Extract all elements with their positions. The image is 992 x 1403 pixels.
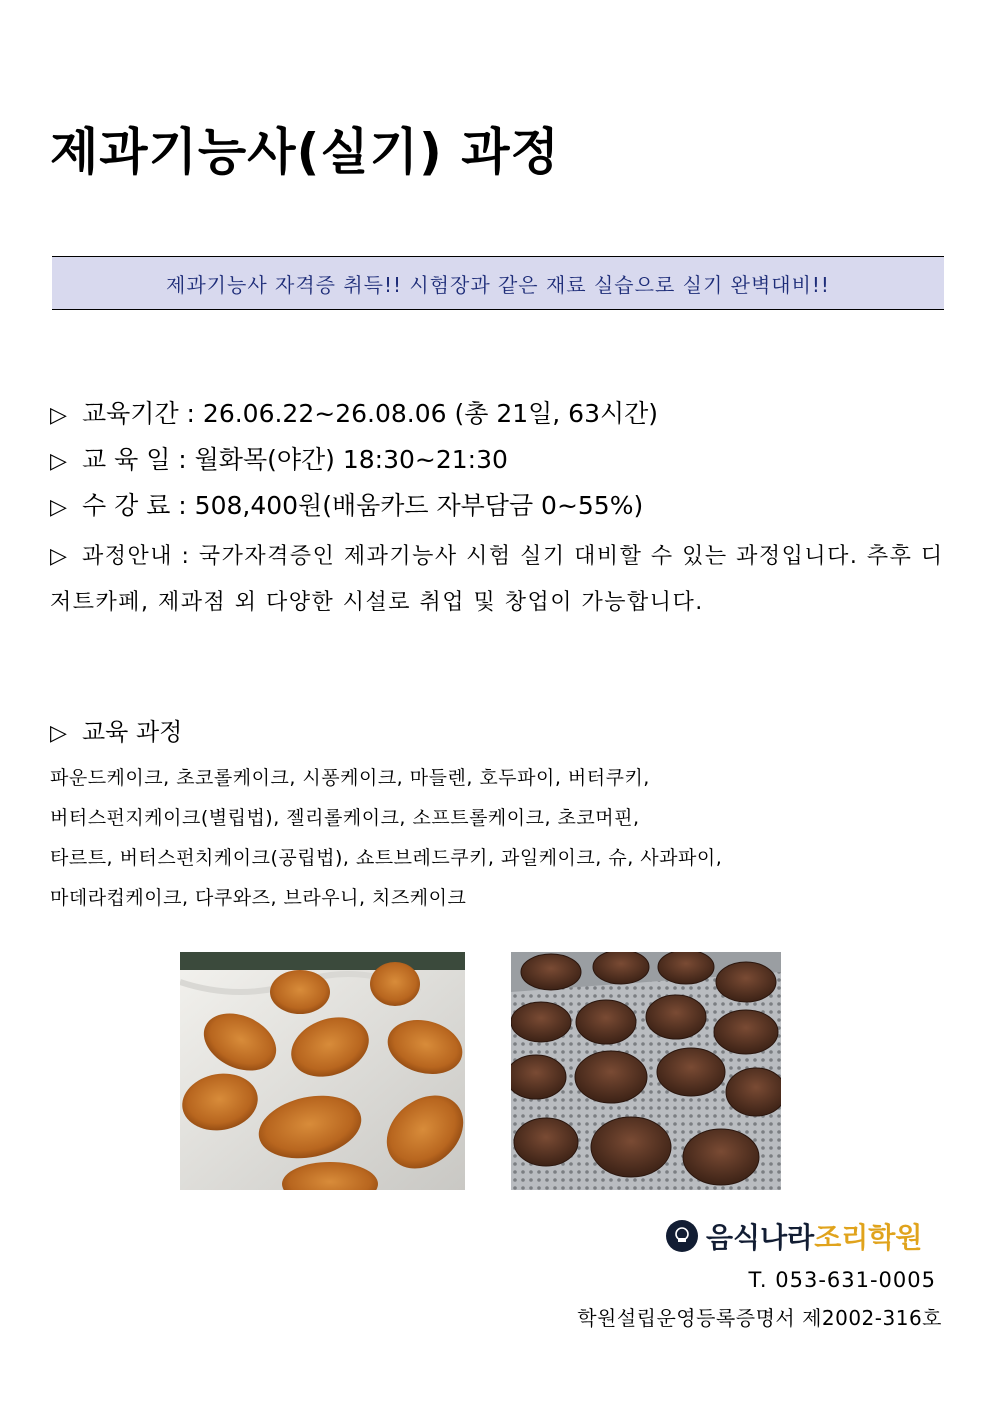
muffin-photo xyxy=(511,952,781,1190)
logo-text-primary: 음식나라 xyxy=(706,1221,815,1254)
banner xyxy=(52,256,944,310)
triangle-bullet-icon: ▷ xyxy=(50,495,67,520)
info-guide-text: 과정안내 : 국가자격증인 제과기능사 시험 실기 대비할 수 있는 과정입니다. 추후 디저트카페, 제과점 외 다양한 시설로 취업 및 창업이 가능합니다. xyxy=(50,544,944,615)
info-fee-text: 수 강 료 : 508,400원(배움카드 자부담금 0~55%) xyxy=(82,491,644,520)
triangle-bullet-icon: ▷ xyxy=(50,449,67,474)
triangle-bullet-icon: ▷ xyxy=(50,721,67,746)
info-period xyxy=(50,394,658,430)
info-fee xyxy=(50,486,643,522)
course-list xyxy=(50,758,940,918)
triangle-bullet-icon: ▷ xyxy=(50,544,69,569)
course-line: 마데라컵케이크, 다쿠와즈, 브라우니, 치즈케이크 xyxy=(50,887,467,909)
info-days-text: 교 육 일 : 월화목(야간) 18:30~21:30 xyxy=(82,445,508,474)
registration-number: 학원설립운영등록증명서 제2002-316호 xyxy=(577,1306,942,1330)
course-heading xyxy=(50,712,182,747)
logo-text-accent: 조리학원 xyxy=(814,1221,923,1254)
phone-number: T. 053-631-0005 xyxy=(748,1268,936,1292)
banner-text: 제과기능사 자격증 취득!! 시험장과 같은 재료 실습으로 실기 완벽대비!! xyxy=(166,272,830,297)
info-days xyxy=(50,440,508,476)
course-line: 파운드케이크, 초코롤케이크, 시퐁케이크, 마들렌, 호두파이, 버터쿠키, xyxy=(50,767,650,789)
course-heading-text: 교육 과정 xyxy=(82,718,183,746)
course-line: 타르트, 버터스펀치케이크(공립법), 쇼트브레드쿠키, 과일케이크, 슈, 사과파이, xyxy=(50,847,723,869)
info-period-text: 교육기간 : 26.06.22~26.08.06 (총 21일, 63시간) xyxy=(82,399,659,428)
chef-hat-icon xyxy=(666,1220,698,1252)
triangle-bullet-icon: ▷ xyxy=(50,403,67,428)
madeleine-photo xyxy=(180,952,465,1190)
course-line: 버터스펀지케이크(별립법), 젤리롤케이크, 소프트롤케이크, 초코머핀, xyxy=(50,807,640,829)
page-title: 제과기능사(실기) 과정 xyxy=(50,123,560,181)
info-guide xyxy=(50,534,946,626)
academy-logo xyxy=(666,1216,922,1256)
